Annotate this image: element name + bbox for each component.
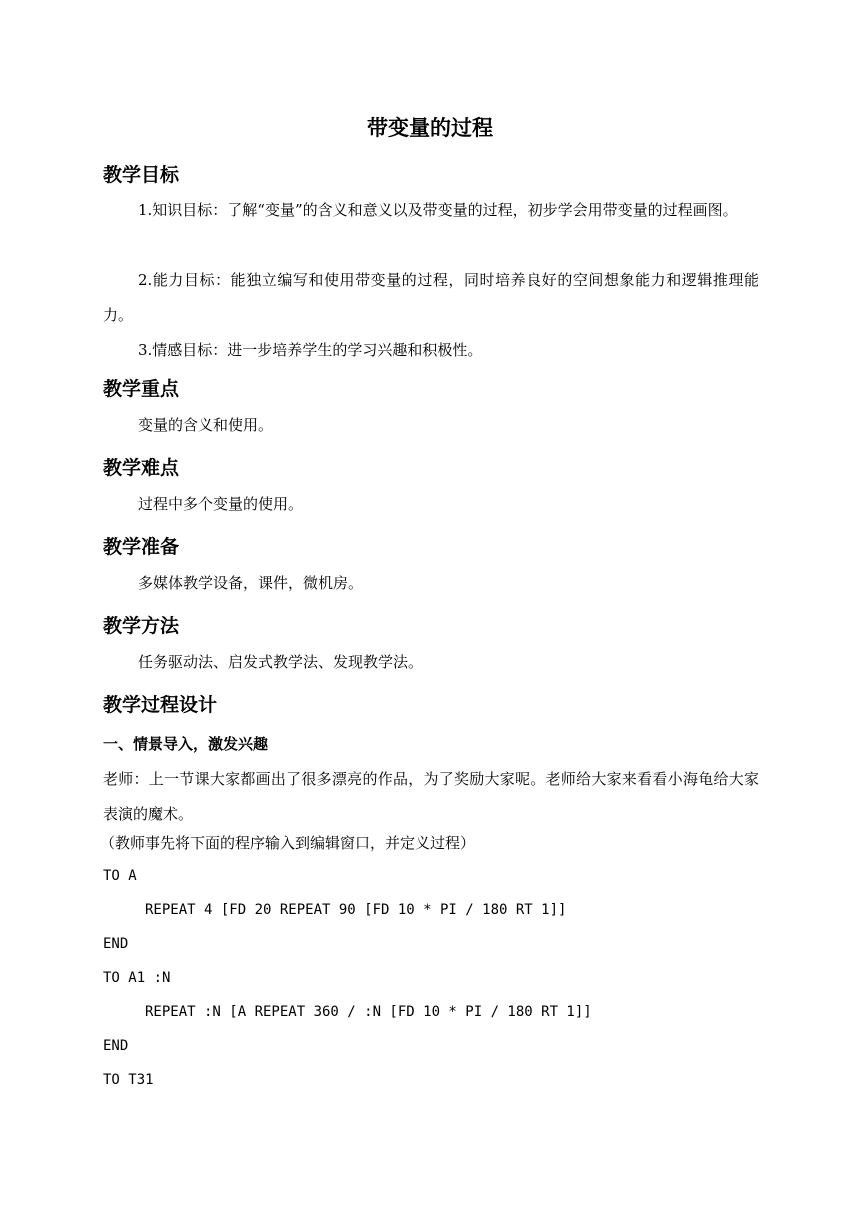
code-line: END xyxy=(103,1038,129,1054)
heading-difficulties: 教学难点 xyxy=(103,457,180,479)
code-line: TO T31 xyxy=(103,1072,154,1088)
document-title: 带变量的过程 xyxy=(367,116,493,140)
methods-text: 任务驱动法、启发式教学法、发现教学法。 xyxy=(138,653,424,671)
heading-preparation: 教学准备 xyxy=(103,536,180,558)
subheading-intro: 一、情景导入，激发兴趣 xyxy=(103,735,269,753)
objective-item-1: 1.知识目标：了解“变量”的含义和意义以及带变量的过程，初步学会用带变量的过程画图。 xyxy=(138,201,738,219)
teacher-note: （教师事先将下面的程序输入到编辑窗口，并定义过程） xyxy=(100,834,476,852)
heading-key-points: 教学重点 xyxy=(103,378,180,400)
code-line: TO A xyxy=(103,868,137,884)
heading-methods: 教学方法 xyxy=(103,615,180,637)
objective-item-2: 2.能力目标：能独立编写和使用带变量的过程，同时培养良好的空间想象能力和逻辑推理能力。 xyxy=(103,271,759,324)
code-line: TO A1 :N xyxy=(103,970,171,986)
objective-item-3: 3.情感目标：进一步培养学生的学习兴趣和积极性。 xyxy=(138,341,483,359)
code-line: REPEAT :N [A REPEAT 360 / :N [FD 10 * PI / 180 RT 1]] xyxy=(145,1004,592,1020)
heading-objectives: 教学目标 xyxy=(103,164,180,186)
preparation-text: 多媒体教学设备，课件，微机房。 xyxy=(138,574,364,592)
difficulties-text: 过程中多个变量的使用。 xyxy=(138,495,304,513)
code-line: END xyxy=(103,936,129,952)
code-line: REPEAT 4 [FD 20 REPEAT 90 [FD 10 * PI / 180 RT 1]] xyxy=(145,902,567,918)
heading-process: 教学过程设计 xyxy=(103,694,218,716)
key-points-text: 变量的含义和使用。 xyxy=(138,416,274,434)
intro-paragraph: 老师：上一节课大家都画出了很多漂亮的作品，为了奖励大家呢。老师给大家来看看小海龟给大家表演的魔术。 xyxy=(103,770,759,823)
